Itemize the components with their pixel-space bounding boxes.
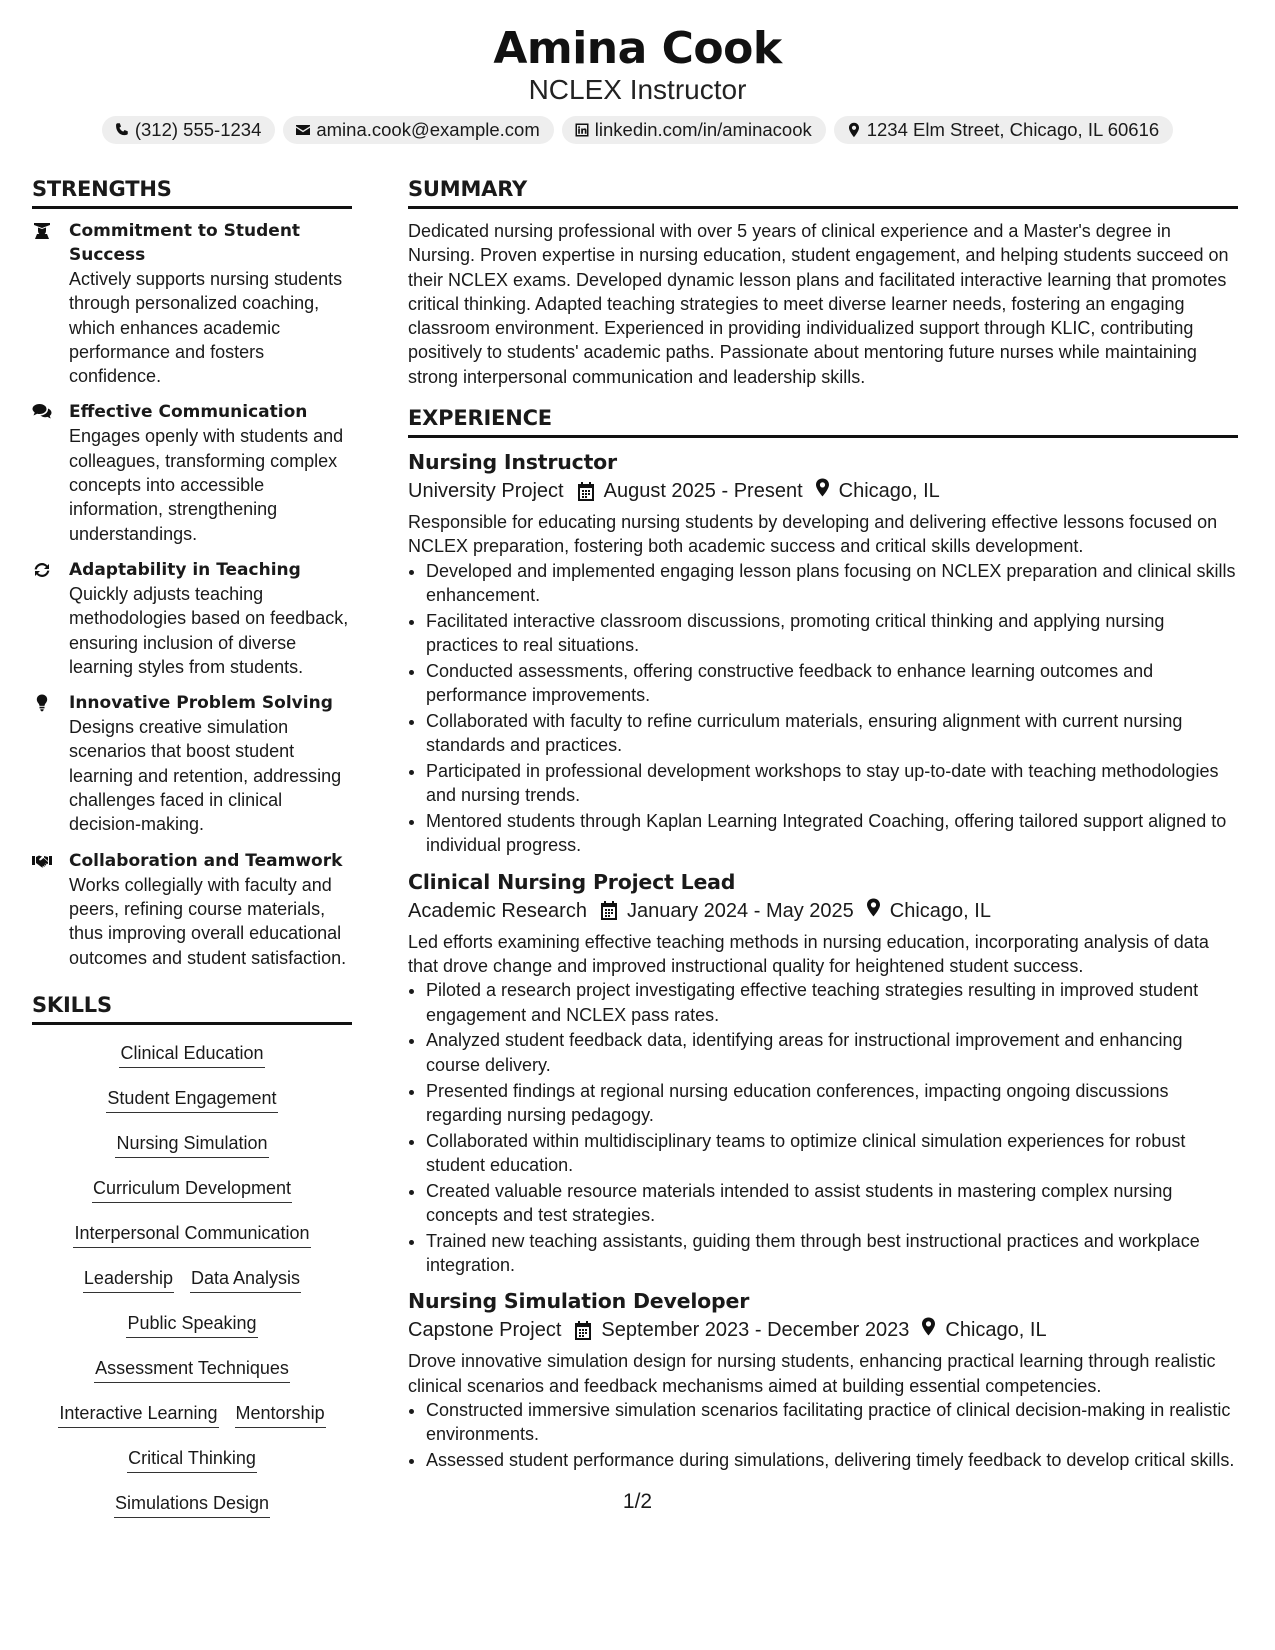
resume-header	[0, 0, 1275, 144]
job-title: Nursing Simulation Developer	[408, 1289, 750, 1314]
job-meta	[408, 896, 1238, 926]
skill-tag: Public Speaking	[126, 1311, 257, 1338]
skill-tag: Assessment Techniques	[94, 1356, 290, 1383]
skills-heading: SKILLS	[32, 992, 352, 1025]
phone-icon	[114, 122, 130, 138]
contact-phone[interactable]	[102, 116, 276, 144]
strength-title: Adaptability in Teaching	[69, 559, 301, 580]
job-title: Nursing Instructor	[408, 450, 617, 475]
job-description: Responsible for educating nursing students by developing and delivering effective lessons focused on NCLEX preparation, fostering both academic success and critical skills development.	[408, 512, 1218, 557]
map-pin-icon	[866, 898, 881, 917]
contact-email-text: amina.cook@example.com	[316, 119, 540, 140]
strength-item	[32, 849, 352, 970]
job-bullets	[408, 559, 1238, 858]
skill-tag: Mentorship	[235, 1401, 326, 1428]
job-bullet: • Analyzed student feedback data, identifying areas for instructional improvement and enhancing course delivery.	[426, 1028, 1238, 1077]
skill-tag: Student Engagement	[106, 1086, 277, 1113]
strength-title: Innovative Problem Solving	[69, 693, 333, 714]
strength-description: Works collegially with faculty and peers, refining course materials, thus improving overall educational outcomes and student satisfaction.	[69, 874, 347, 968]
strength-item	[32, 219, 352, 388]
contact-linkedin[interactable]	[562, 116, 826, 144]
job-location: Chicago, IL	[889, 899, 991, 922]
job-bullet: • Collaborated with faculty to refine curriculum materials, ensuring alignment with current nursing standards and practices.	[426, 709, 1238, 758]
job-bullet: • Participated in professional development workshops to stay up-to-date with teaching methodologies and nursing trends.	[426, 759, 1238, 808]
job-dates: January 2024 - May 2025	[626, 899, 854, 922]
skill-tag: Interactive Learning	[58, 1401, 218, 1428]
strength-title: Commitment to Student Success	[69, 221, 301, 265]
job-bullet: • Constructed immersive simulation scenarios facilitating practice of clinical decision-making in realistic environments.	[426, 1398, 1238, 1447]
strength-title: Effective Communication	[69, 402, 308, 423]
job-meta	[408, 1315, 1238, 1345]
skill-tag: Clinical Education	[119, 1041, 264, 1068]
strength-description: Quickly adjusts teaching methodologies based on feedback, ensuring inclusion of diverse learning styles from students.	[69, 583, 349, 677]
map-pin-icon	[921, 1317, 936, 1336]
job-location: Chicago, IL	[945, 1319, 1047, 1342]
experience-heading: EXPERIENCE	[408, 405, 1238, 438]
left-column	[32, 176, 352, 1536]
candidate-name: Amina Cook	[493, 23, 782, 74]
strength-description: Engages openly with students and colleagues, transforming complex concepts into accessible information, strengthening understandings.	[69, 426, 344, 544]
strength-description: Actively supports nursing students through personalized coaching, which enhances academic performance and fosters confidence.	[69, 269, 343, 387]
map-pin-icon	[815, 478, 830, 497]
job-title: Clinical Nursing Project Lead	[408, 869, 736, 894]
job-bullet: • Trained new teaching assistants, guiding them through best instructional practices and workplace integration.	[426, 1229, 1238, 1278]
job-bullets	[408, 1398, 1238, 1472]
contact-phone-text: (312) 555-1234	[134, 119, 262, 140]
contact-linkedin-text: linkedin.com/in/aminacook	[594, 119, 812, 140]
sync-icon	[32, 561, 52, 579]
calendar-icon	[574, 1321, 592, 1340]
comments-icon	[32, 403, 52, 421]
skill-tag: Curriculum Development	[92, 1176, 292, 1203]
strength-item	[32, 558, 352, 679]
strength-description: Designs creative simulation scenarios that boost student learning and retention, addressing challenges faced in clinical decision-making.	[69, 717, 342, 835]
job-dates: September 2023 - December 2023	[601, 1319, 910, 1342]
resume-body	[32, 176, 1243, 1536]
job-bullet: • Piloted a research project investigating effective teaching strategies resulting in improved student engagement and NCLEX pass rates.	[426, 978, 1238, 1027]
contact-address-text: 1234 Elm Street, Chicago, IL 60616	[866, 119, 1160, 140]
linkedin-icon	[574, 122, 590, 138]
job-bullet: • Mentored students through Kaplan Learning Integrated Coaching, offering tailored support aligned to individual progress.	[426, 809, 1238, 858]
skill-tag: Interpersonal Communication	[73, 1221, 310, 1248]
contact-email[interactable]	[283, 116, 553, 144]
skill-tag: Data Analysis	[190, 1266, 301, 1293]
strengths-heading: STRENGTHS	[32, 176, 352, 209]
experience-entry	[408, 448, 1238, 858]
graduation-teacher-icon	[32, 222, 52, 240]
summary-heading: SUMMARY	[408, 176, 1238, 209]
job-location: Chicago, IL	[838, 480, 940, 503]
page-number: 1/2	[622, 1490, 653, 1513]
job-organization: Capstone Project	[408, 1319, 562, 1342]
lightbulb-icon	[32, 694, 52, 712]
contact-bar	[0, 116, 1275, 144]
job-bullet: • Presented findings at regional nursing education conferences, impacting ongoing discussions regarding nursing pedagogy.	[426, 1079, 1238, 1128]
strength-item	[32, 400, 352, 545]
job-bullet: • Assessed student performance during simulations, delivering timely feedback to develop critical skills.	[426, 1448, 1238, 1472]
job-organization: University Project	[408, 480, 564, 503]
job-bullets	[408, 978, 1238, 1277]
skill-tag: Critical Thinking	[127, 1446, 257, 1473]
skills-section	[32, 992, 352, 1536]
strength-item	[32, 691, 352, 836]
handshake-icon	[32, 852, 52, 870]
calendar-icon	[577, 482, 595, 501]
job-dates: August 2025 - Present	[603, 480, 803, 503]
job-meta	[408, 476, 1238, 506]
strength-title: Collaboration and Teamwork	[69, 850, 343, 871]
job-description: Led efforts examining effective teaching methods in nursing education, incorporating analysis of data that drove change and improved instructional quality for heightened student success.	[408, 931, 1209, 977]
candidate-headline: NCLEX Instructor	[528, 74, 747, 105]
envelope-icon	[295, 122, 311, 138]
job-bullet: • Facilitated interactive classroom discussions, promoting critical thinking and applying nursing practices to real situations.	[426, 609, 1238, 658]
job-bullet: • Created valuable resource materials intended to assist students in mastering complex nursing concepts and test strategies.	[426, 1179, 1238, 1228]
experience-entry	[408, 868, 1238, 1278]
experience-entry	[408, 1287, 1238, 1472]
contact-address[interactable]	[834, 116, 1173, 144]
calendar-icon	[600, 901, 618, 920]
summary-text: Dedicated nursing professional with over 5 years of clinical experience and a Master's degree in Nursing. Proven expertise in nursing education, student engagement, and helping students succeed on their NCLEX exams. Developed dynamic lesson plans and facilitated interactive learning that promotes critical thinking. Adapted teaching strategies to meet diverse learner needs, fostering an engaging classroom environment. Experienced in providing individualized support through KLIC, contributing positively to students' academic paths. Passionate about mentoring future nurses while maintaining strong interpersonal communication and leadership skills.	[408, 221, 1229, 387]
skill-tag: Simulations Design	[114, 1491, 270, 1518]
skill-tag: Nursing Simulation	[115, 1131, 268, 1158]
right-column	[408, 176, 1238, 1536]
job-bullet: • Collaborated within multidisciplinary teams to optimize clinical simulation experiences for robust student education.	[426, 1129, 1238, 1178]
map-pin-icon	[846, 122, 862, 138]
job-organization: Academic Research	[408, 899, 587, 922]
job-bullet: • Conducted assessments, offering constructive feedback to enhance learning outcomes and performance improvements.	[426, 659, 1238, 708]
job-bullet: • Developed and implemented engaging lesson plans focusing on NCLEX preparation and clinical skills enhancement.	[426, 559, 1238, 608]
skill-tag: Leadership	[83, 1266, 174, 1293]
job-description: Drove innovative simulation design for nursing students, enhancing practical learning through realistic clinical scenarios and feedback mechanisms aimed at building essential competencies.	[408, 1351, 1216, 1396]
